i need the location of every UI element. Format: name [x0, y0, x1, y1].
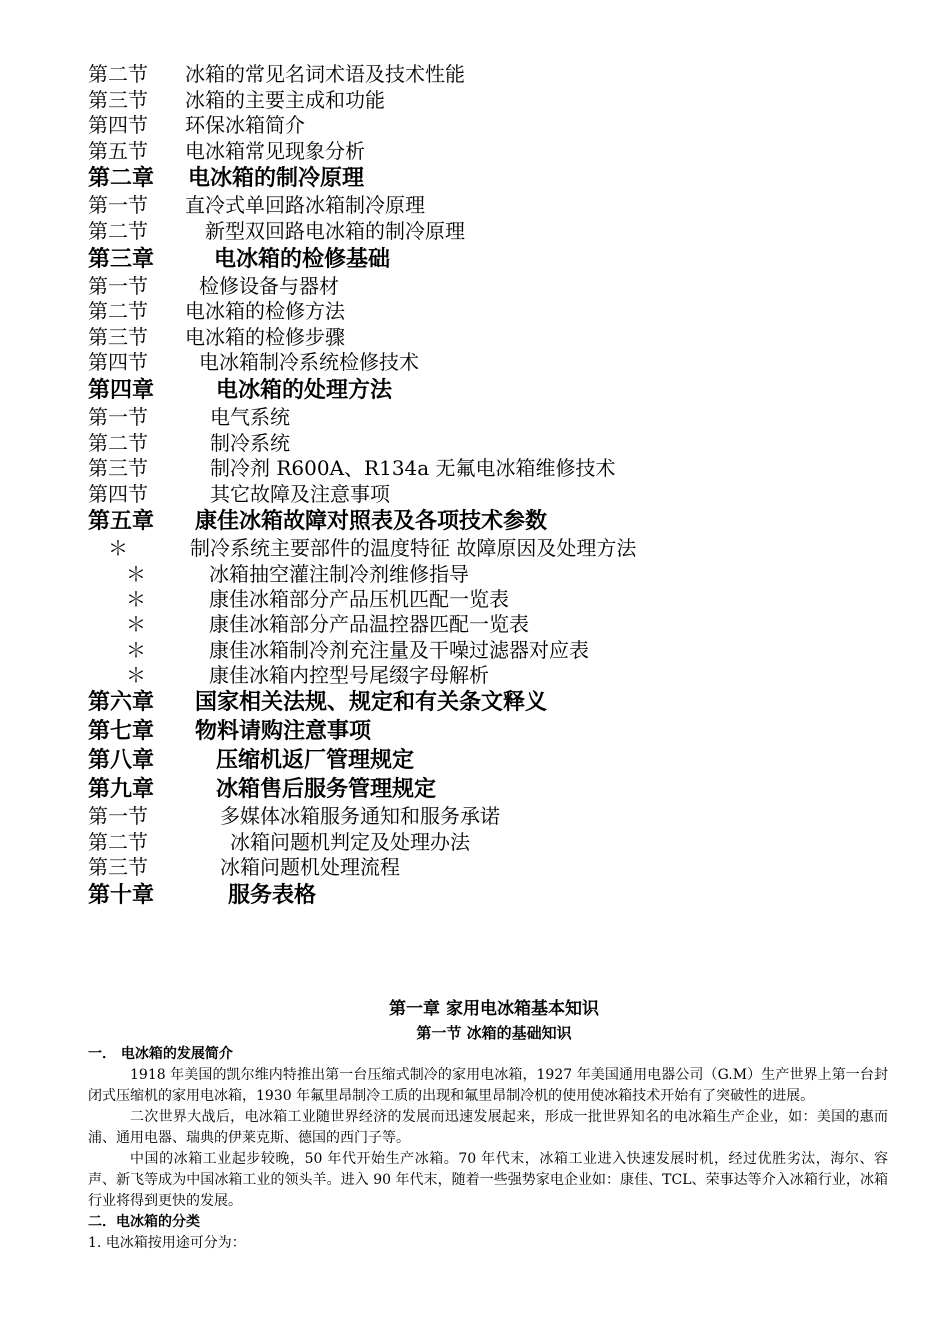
toc-bullet-title: 制冷系统主要部件的温度特征 故障原因及处理方法 [190, 536, 637, 561]
toc-chapter-number: 第五章 [88, 509, 155, 535]
toc-chapter-row [88, 688, 908, 717]
toc-section-number: 第四节 [88, 350, 148, 375]
toc-section-number: 第三节 [88, 855, 148, 880]
toc-section-row [88, 193, 908, 219]
toc-chapter-row [88, 746, 908, 775]
paragraph-history: 1918 年美国的凯尔维内特推出第一台压缩式制冷的家用电冰箱，1927 年美国通用电器公司（G.M）生产世界上第一台封闭式压缩机的家用电冰箱，1930 年氟里昂制冷工质的出现和氟里昂制冷机的使用使冰箱技术开始有了突破性的进展。 [88, 1067, 888, 1104]
toc-bullet-title: 康佳冰箱部分产品压机匹配一览表 [209, 586, 509, 611]
toc-section-title: 电气系统 [210, 404, 290, 429]
toc-section-number: 第一节 [88, 804, 148, 829]
toc-chapter-title: 电冰箱的检修基础 [214, 246, 391, 272]
toc-chapter-number: 第四章 [88, 377, 155, 403]
toc-bullet-title: 冰箱抽空灌注制冷剂维修指导 [209, 561, 469, 586]
toc-section-title: 冰箱问题机判定及处理办法 [230, 829, 470, 854]
toc-section-row [88, 325, 908, 351]
toc-chapter-title: 电冰箱的制冷原理 [188, 166, 365, 192]
toc-section-title: 冰箱的主要主成和功能 [185, 87, 385, 112]
toc-section-row [88, 431, 908, 457]
asterisk-bullet-icon: ＊ [126, 662, 146, 687]
toc-section-number: 第三节 [88, 456, 148, 481]
toc-section-number: 第二节 [88, 218, 148, 243]
toc-section-row [88, 350, 908, 376]
toc-chapter-row [88, 775, 908, 804]
toc-chapter-title: 电冰箱的处理方法 [216, 377, 393, 403]
toc-section-row [88, 219, 908, 245]
toc-section-title: 直冷式单回路冰箱制冷原理 [185, 193, 425, 218]
subheading-development: 一． 电冰箱的发展简介 [88, 1046, 233, 1062]
asterisk-bullet-icon: ＊ [108, 536, 128, 561]
toc-bullet-row [88, 638, 908, 663]
asterisk-bullet-icon: ＊ [126, 637, 146, 662]
toc-bullet-row [88, 663, 908, 688]
toc-section-row [88, 855, 908, 881]
toc-chapter-row [88, 881, 908, 910]
toc-section-number: 第二节 [88, 299, 148, 324]
chapter-title: 第一章 家用电冰箱基本知识 [389, 999, 599, 1019]
toc-chapter-number: 第九章 [88, 777, 155, 803]
toc-section-title: 冰箱的常见名词术语及技术性能 [185, 62, 465, 86]
list-item: 1. 电冰箱按用途可分为： [88, 1235, 246, 1251]
toc-chapter-title: 冰箱售后服务管理规定 [216, 777, 437, 803]
table-of-contents [88, 62, 908, 910]
toc-bullet-row [88, 562, 908, 587]
toc-section-number: 第二节 [88, 829, 148, 854]
toc-section-title: 电冰箱制冷系统检修技术 [199, 350, 419, 375]
toc-chapter-number: 第三章 [88, 246, 155, 272]
toc-chapter-number: 第七章 [88, 719, 155, 745]
toc-section-number: 第五节 [88, 138, 148, 163]
toc-section-row [88, 113, 908, 139]
toc-chapter-row [88, 376, 908, 405]
toc-section-title: 制冷剂 R600A、R134a 无氟电冰箱维修技术 [210, 456, 616, 481]
toc-chapter-row [88, 507, 908, 536]
toc-section-number: 第三节 [88, 87, 148, 112]
toc-section-row [88, 405, 908, 431]
toc-chapter-title: 物料请购注意事项 [195, 719, 372, 745]
toc-chapter-number: 第八章 [88, 748, 155, 774]
asterisk-bullet-icon: ＊ [126, 612, 146, 637]
toc-bullet-row [88, 587, 908, 612]
asterisk-bullet-icon: ＊ [126, 561, 146, 586]
toc-section-title: 电冰箱的检修方法 [185, 299, 345, 324]
toc-section-number: 第四节 [88, 481, 148, 506]
toc-section-row [88, 88, 908, 114]
toc-bullet-title: 康佳冰箱内控型号尾缀字母解析 [209, 662, 489, 687]
toc-chapter-number: 第十章 [88, 882, 155, 908]
section-title: 第一节 冰箱的基础知识 [416, 1024, 572, 1042]
toc-section-number: 第一节 [88, 404, 148, 429]
toc-section-title: 其它故障及注意事项 [210, 481, 390, 506]
toc-section-title: 新型双回路电冰箱的制冷原理 [205, 218, 465, 243]
toc-section-row [88, 139, 908, 165]
toc-section-row [88, 62, 908, 88]
toc-section-title: 多媒体冰箱服务通知和服务承诺 [220, 804, 500, 829]
toc-section-row [88, 482, 908, 508]
toc-chapter-row [88, 717, 908, 746]
toc-chapter-number: 第六章 [88, 690, 155, 716]
paragraph-postwar: 二次世界大战后，电冰箱工业随世界经济的发展而迅速发展起来，形成一批世界知名的电冰箱生产企业，如：美国的惠而浦、通用电器、瑞典的伊莱克斯、德国的西门子等。 [88, 1109, 888, 1146]
toc-section-row [88, 456, 908, 482]
toc-section-number: 第二节 [88, 62, 148, 86]
toc-section-title: 检修设备与器材 [199, 273, 339, 298]
toc-section-number: 第三节 [88, 324, 148, 349]
toc-bullet-row [88, 612, 908, 637]
subheading-classification: 二．电冰箱的分类 [88, 1214, 200, 1230]
toc-section-title: 环保冰箱简介 [185, 113, 305, 138]
toc-section-title: 电冰箱常见现象分析 [185, 138, 365, 163]
toc-section-number: 第二节 [88, 430, 148, 455]
asterisk-bullet-icon: ＊ [126, 586, 146, 611]
toc-section-title: 冰箱问题机处理流程 [220, 855, 400, 880]
toc-chapter-title: 国家相关法规、规定和有关条文释义 [195, 690, 548, 716]
paragraph-china: 中国的冰箱工业起步较晚，50 年代开始生产冰箱。70 年代末，冰箱工业进入快速发展时机，经过优胜劣汰，海尔、容声、新飞等成为中国冰箱工业的领头羊。进入 90 年代末，随着一些强势家电企业如：康佳、TCL、荣事达等介入冰箱行业，冰箱行业将得到更快的发展。 [88, 1151, 888, 1209]
toc-chapter-title: 服务表格 [228, 882, 317, 908]
toc-bullet-title: 康佳冰箱部分产品温控器匹配一览表 [209, 612, 529, 637]
toc-bullet-title: 康佳冰箱制冷剂充注量及干噪过滤器对应表 [209, 637, 589, 662]
toc-chapter-row [88, 164, 908, 193]
toc-section-title: 制冷系统 [210, 430, 290, 455]
toc-section-number: 第一节 [88, 273, 148, 298]
toc-chapter-number: 第二章 [88, 166, 155, 192]
toc-section-number: 第一节 [88, 193, 148, 218]
toc-section-title: 电冰箱的检修步骤 [185, 324, 345, 349]
toc-bullet-row [88, 536, 908, 561]
toc-chapter-title: 压缩机返厂管理规定 [216, 748, 415, 774]
toc-section-row [88, 830, 908, 856]
chapter-body [88, 996, 888, 1254]
toc-section-number: 第四节 [88, 113, 148, 138]
toc-chapter-title: 康佳冰箱故障对照表及各项技术参数 [195, 509, 548, 535]
toc-section-row [88, 299, 908, 325]
toc-chapter-row [88, 245, 908, 274]
toc-section-row [88, 274, 908, 300]
toc-section-row [88, 804, 908, 830]
